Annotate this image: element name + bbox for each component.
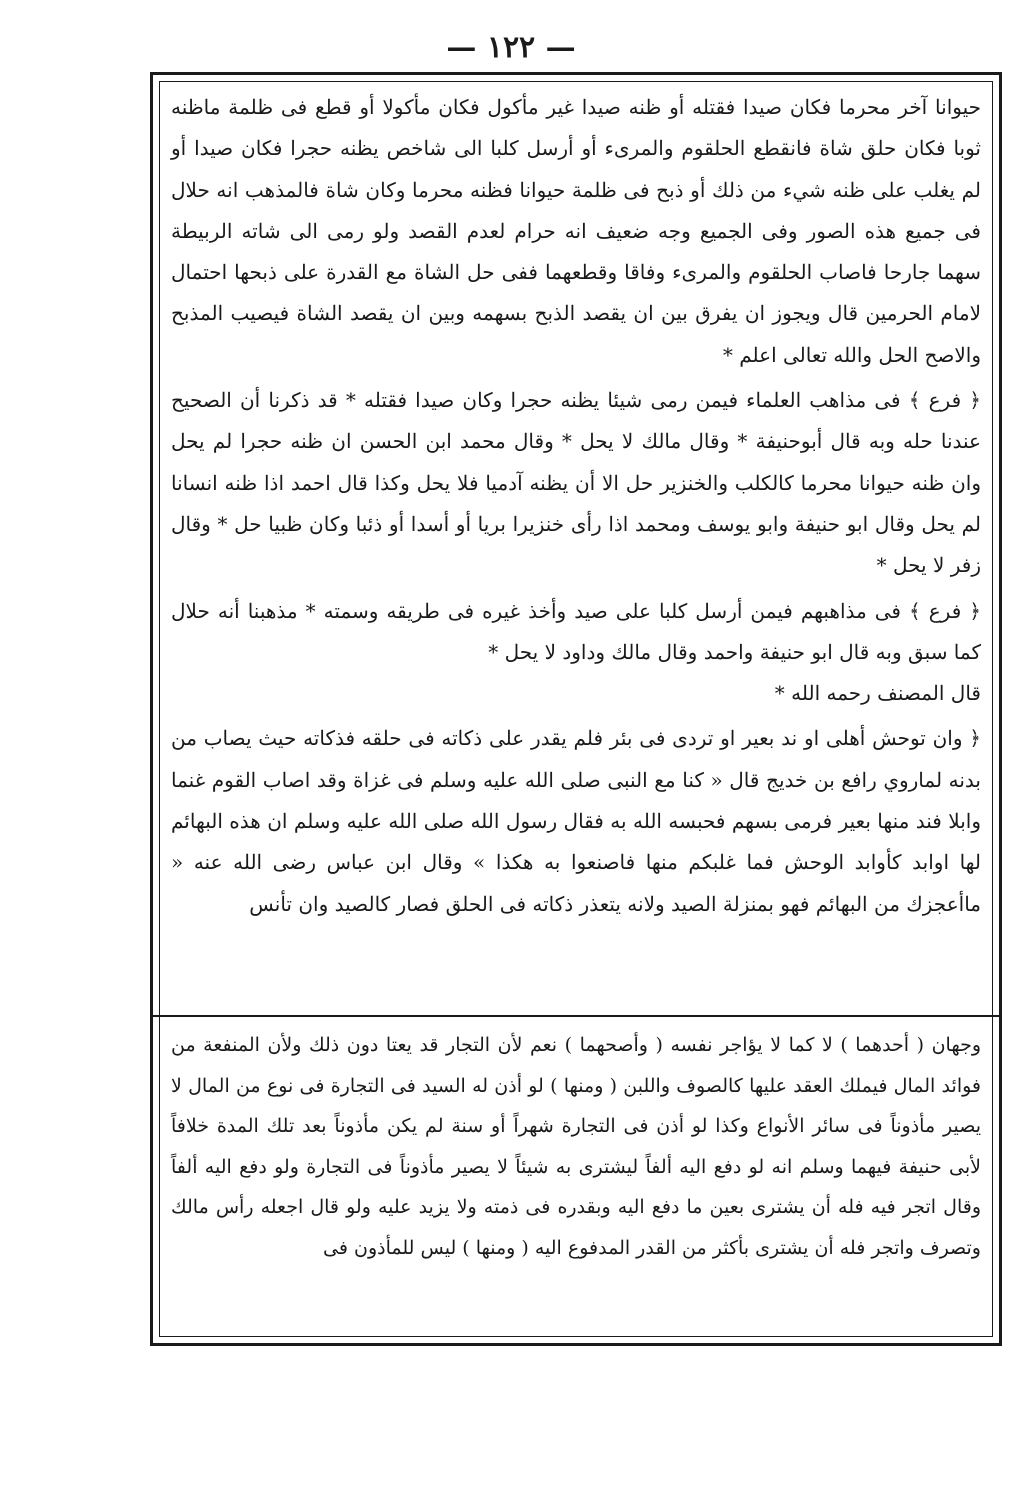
page-frame [150, 72, 1002, 1346]
main-paragraph-1: حيوانا آخر محرما فكان صيدا فقتله أو ظنه صيدا غير مأكول فكان مأكولا أو قطع فى ظلمة ماظنه ثوبا فكان حلق شاة فانقطع الحلقوم والمرىء أو أرسل كلبا الى شاخص يظنه حجرا فكان صيدا أو لم يغلب على ظنه شيء من ذلك أو ذبح فى ظلمة حيوانا فظنه محرما وكان شاة فالمذهب انه حلال فى جميع هذه الصور وفى الجميع وجه ضعيف انه حرام لعدم القصد ولو رمى الى شاته الربيطة سهما جارحا فاصاب الحلقوم والمرىء وفاقا وقطعهما ففى حل الشاة مع القدرة على ذبحها احتمال لامام الحرمين قال ويجوز ان يفرق بين ان يقصد الذبح بسهمه وبين ان يقصد الشاة فيصيب المذبح والاصح الحل والله تعالى اعلم * [171, 95, 981, 367]
main-text-block [171, 87, 981, 1007]
main-paragraph-4: ﴿ وان توحش أهلى او ند بعير او تردى فى بئر فلم يقدر على ذكاته فى حلقه فذكاته حيث يصاب من بدنه لماروي رافع بن خديج قال « كنا مع النبى صلى الله عليه وسلم فى غزاة وقد اصاب القوم غنما وابلا فند منها بعير فرمى بسهم فحبسه الله به فقال رسول الله صلى الله عليه وسلم ان هذه البهائم لها اوابد كأوابد الوحش فما غلبكم منها فاصنعوا به هكذا » وقال ابن عباس رضى الله عنه « ماأعجزك من البهائم فهو بمنزلة الصيد ولانه يتعذر ذكاته فى الحلق فصار كالصيد وان تأنس [171, 726, 981, 916]
author-heading: قال المصنف رحمه الله * [774, 681, 981, 706]
footnote-text-block [171, 1025, 981, 1325]
page-number: — ١٢٢ — [446, 30, 576, 65]
main-paragraph-3: ﴿ فرع ﴾ فى مذاهبهم فيمن أرسل كلبا على صيد وأخذ غيره فى طريقه وسمته * مذهبنا أنه حلال كما سبق وبه قال ابو حنيفة واحمد وقال مالك وداود لا يحل * [171, 598, 981, 664]
footnote-divider [153, 1015, 999, 1017]
main-paragraph-2: ﴿ فرع ﴾ فى مذاهب العلماء فيمن رمى شيئا يظنه حجرا وكان صيدا فقتله * قد ذكرنا أن الصحيح عندنا حله وبه قال أبوحنيفة * وقال مالك لا يحل * وقال محمد ابن الحسن ان ظنه حجرا لم يحل وان ظنه حيوانا محرما كالكلب والخنزير حل الا أن يظنه آدميا فلا يحل وكذا قال احمد اذا ظنه انسانا لم يحل وقال ابو حنيفة وابو يوسف ومحمد اذا رأى خنزيرا بريا أو أسدا أو ذئبا وكان ظبيا حل * وقال زفر لا يحل * [171, 388, 981, 578]
footnote-paragraph: وجهان ( أحدهما ) لا كما لا يؤاجر نفسه ( وأصحهما ) نعم لأن التجار قد يعتا دون ذلك ولأن المنفعة من فوائد المال فيملك العقد عليها كالصوف واللبن ( ومنها ) لو أذن له السيد فى التجارة فى نوع من المال لا يصير مأذوناً فى سائر الأنواع وكذا لو أذن فى التجارة شهراً أو سنة لم يكن مأذوناً بعد تلك المدة خلافاً لأبى حنيفة فيهما وسلم انه لو دفع اليه ألفاً ليشترى به شيئاً لا يصير مأذوناً فى التجارة ولو دفع اليه ألفاً وقال اتجر فيه فله أن يشترى بعين ما دفع اليه وبقدره فى ذمته ولا يزيد عليه ولو قال اجعله رأس مالك وتصرف واتجر فله أن يشترى بأكثر من القدر المدفوع اليه ( ومنها ) ليس للمأذون فى [171, 1034, 981, 1259]
